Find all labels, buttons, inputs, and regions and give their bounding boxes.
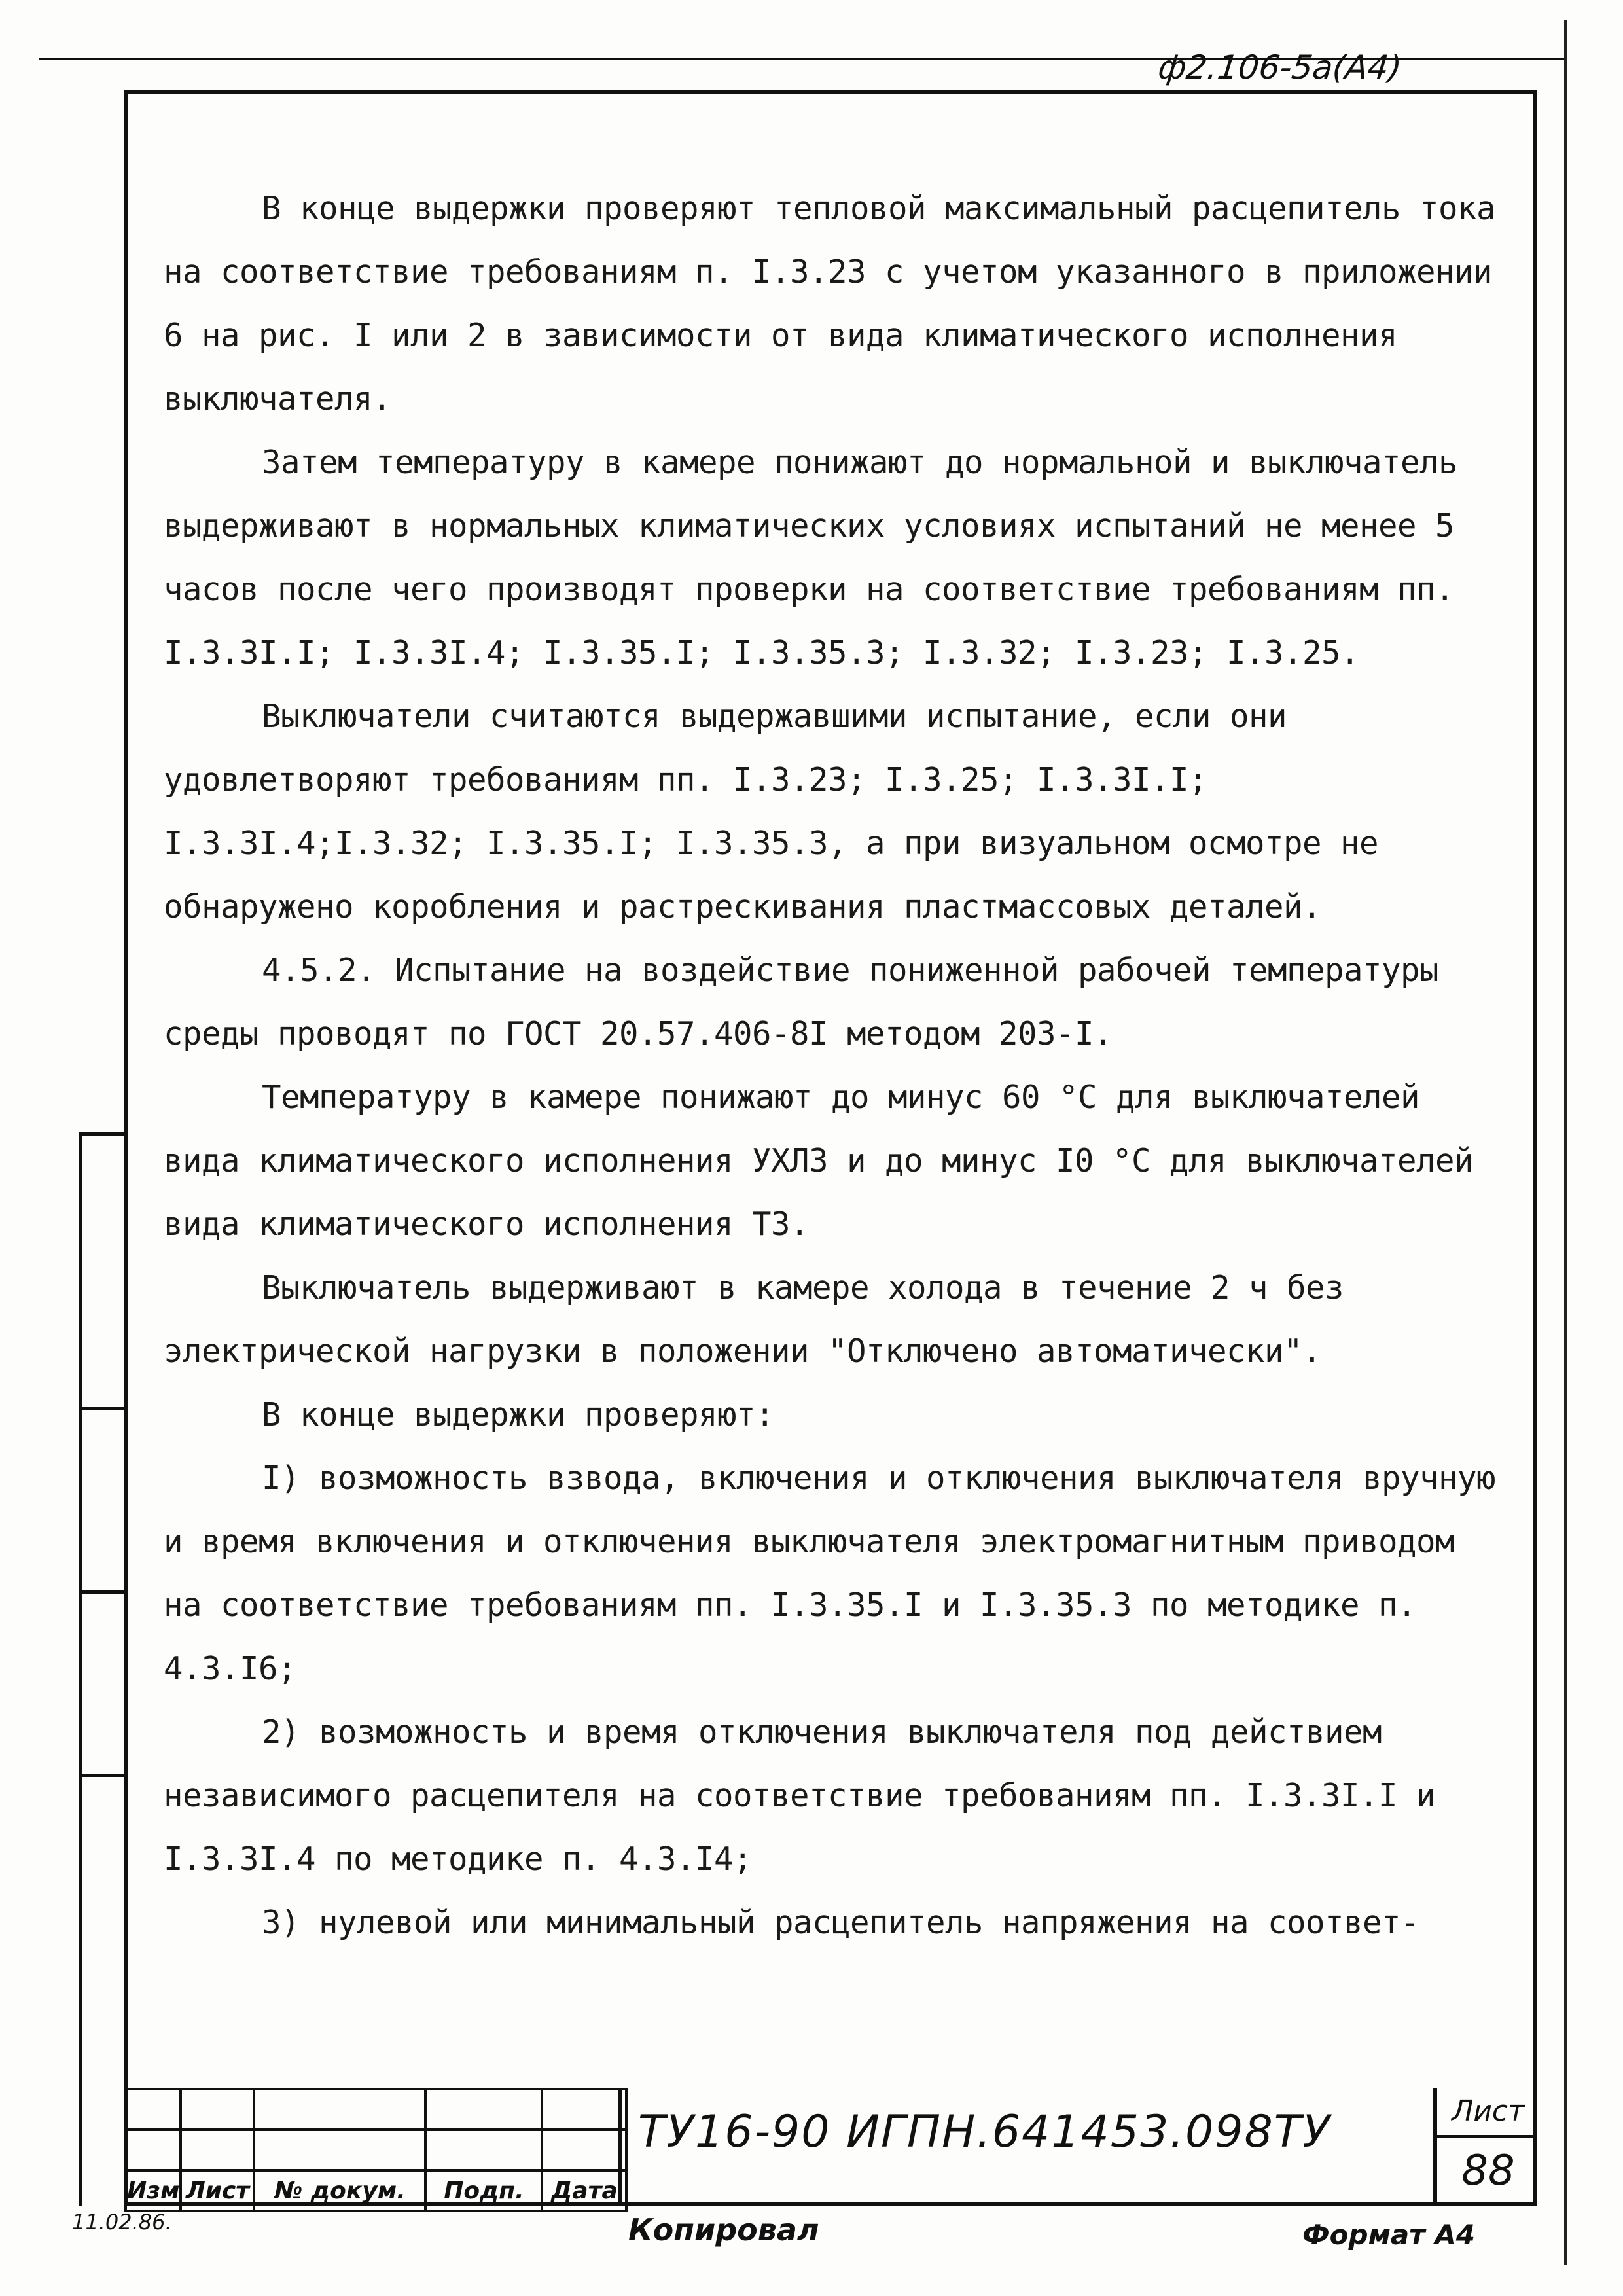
footer-date: 11.02.86. — [72, 2210, 172, 2234]
paragraph: Выключатель выдерживают в камере холода в течение 2 ч без электрической нагрузки в положении "Отключено автоматически". — [164, 1269, 1344, 1370]
col-label-sheet: Лист — [181, 2170, 254, 2211]
document-code: ТУ16-90 ИГПН.641453.098ТУ — [638, 2106, 1331, 2158]
binding-strip-line — [79, 1132, 82, 2206]
col-label-signature: Подп. — [425, 2170, 542, 2211]
binding-strip-divider — [79, 1132, 128, 1136]
paragraph: 2) возможность и время отключения выключателя под действием независимого расцепителя на соответствие требованиям пп. I.3.3I.I и I.3.3I.4 по методике п. 4.3.I4; — [164, 1713, 1436, 1878]
paragraph: 3) нулевой или минимальный расцепитель напряжения на соответ- — [262, 1904, 1420, 1941]
paragraph: 4.5.2. Испытание на воздействие пониженной рабочей температуры среды проводят по ГОСТ 20.57.406-8I методом 203-I. — [164, 952, 1439, 1052]
paragraph: I) возможность взвода, включения и отключения выключателя вручную и время включения и отключения выключателя электромагнитным приводом на соответствие требованиям пп. I.3.35.I и I.3.35.3 по методике п. 4.3.I6; — [164, 1460, 1496, 1687]
paragraph: В конце выдержки проверяют тепловой максимальный расцепитель тока на соответствие требованиям п. I.3.23 с учетом указанного в приложении 6 на рис. I или 2 в зависимости от вида климатического исполнения выключателя. — [164, 190, 1496, 418]
binding-strip-line — [124, 1132, 128, 2206]
body-text — [164, 177, 1499, 1954]
binding-strip-divider — [79, 1407, 128, 1410]
sheet-label: Лист — [1452, 2094, 1525, 2128]
title-block-grid — [124, 2088, 628, 2212]
right-margin-line — [1564, 20, 1567, 2265]
title-block-separator — [618, 2088, 622, 2206]
form-code: ф2.106-5а(А4) — [1156, 48, 1404, 86]
col-label-doc-number: № докум. — [254, 2170, 425, 2211]
col-label-date: Дата — [542, 2170, 626, 2211]
title-block-divider — [1433, 2135, 1537, 2138]
title-block-separator — [1433, 2088, 1437, 2206]
paragraph: Температуру в камере понижают до минус 60 °С для выключателей вида климатического исполнения УХЛЗ и до минус I0 °С для выключателей вида климатического исполнения ТЗ. — [164, 1079, 1474, 1243]
footer-format: Формат А4 — [1302, 2219, 1475, 2251]
paragraph: Затем температуру в камере понижают до нормальной и выключатель выдерживают в нормальных климатических условиях испытаний не менее 5 часов после чего производят проверки на соответствие требованиям пп. I.3.3I.I; I.3.3I.4; I.3.35.I; I.3.35.3; I.3.32; I.3.23; I.3.25. — [164, 444, 1458, 672]
binding-strip-divider — [79, 1590, 128, 1594]
footer-copied: Копировал — [628, 2212, 819, 2248]
binding-strip-divider — [79, 1774, 128, 1777]
sheet-number: 88 — [1461, 2147, 1515, 2195]
col-label-change: Изм — [126, 2170, 181, 2211]
paragraph: Выключатели считаются выдержавшими испытание, если они удовлетворяют требованиям пп. I.3.23; I.3.25; I.3.3I.I; I.3.3I.4;I.3.32; I.3.35.I; I.3.35.3, а при визуальном осмотре не обнаружено коробления и растрескивания пластмассовых деталей. — [164, 698, 1379, 925]
paragraph: В конце выдержки проверяют: — [262, 1396, 775, 1433]
